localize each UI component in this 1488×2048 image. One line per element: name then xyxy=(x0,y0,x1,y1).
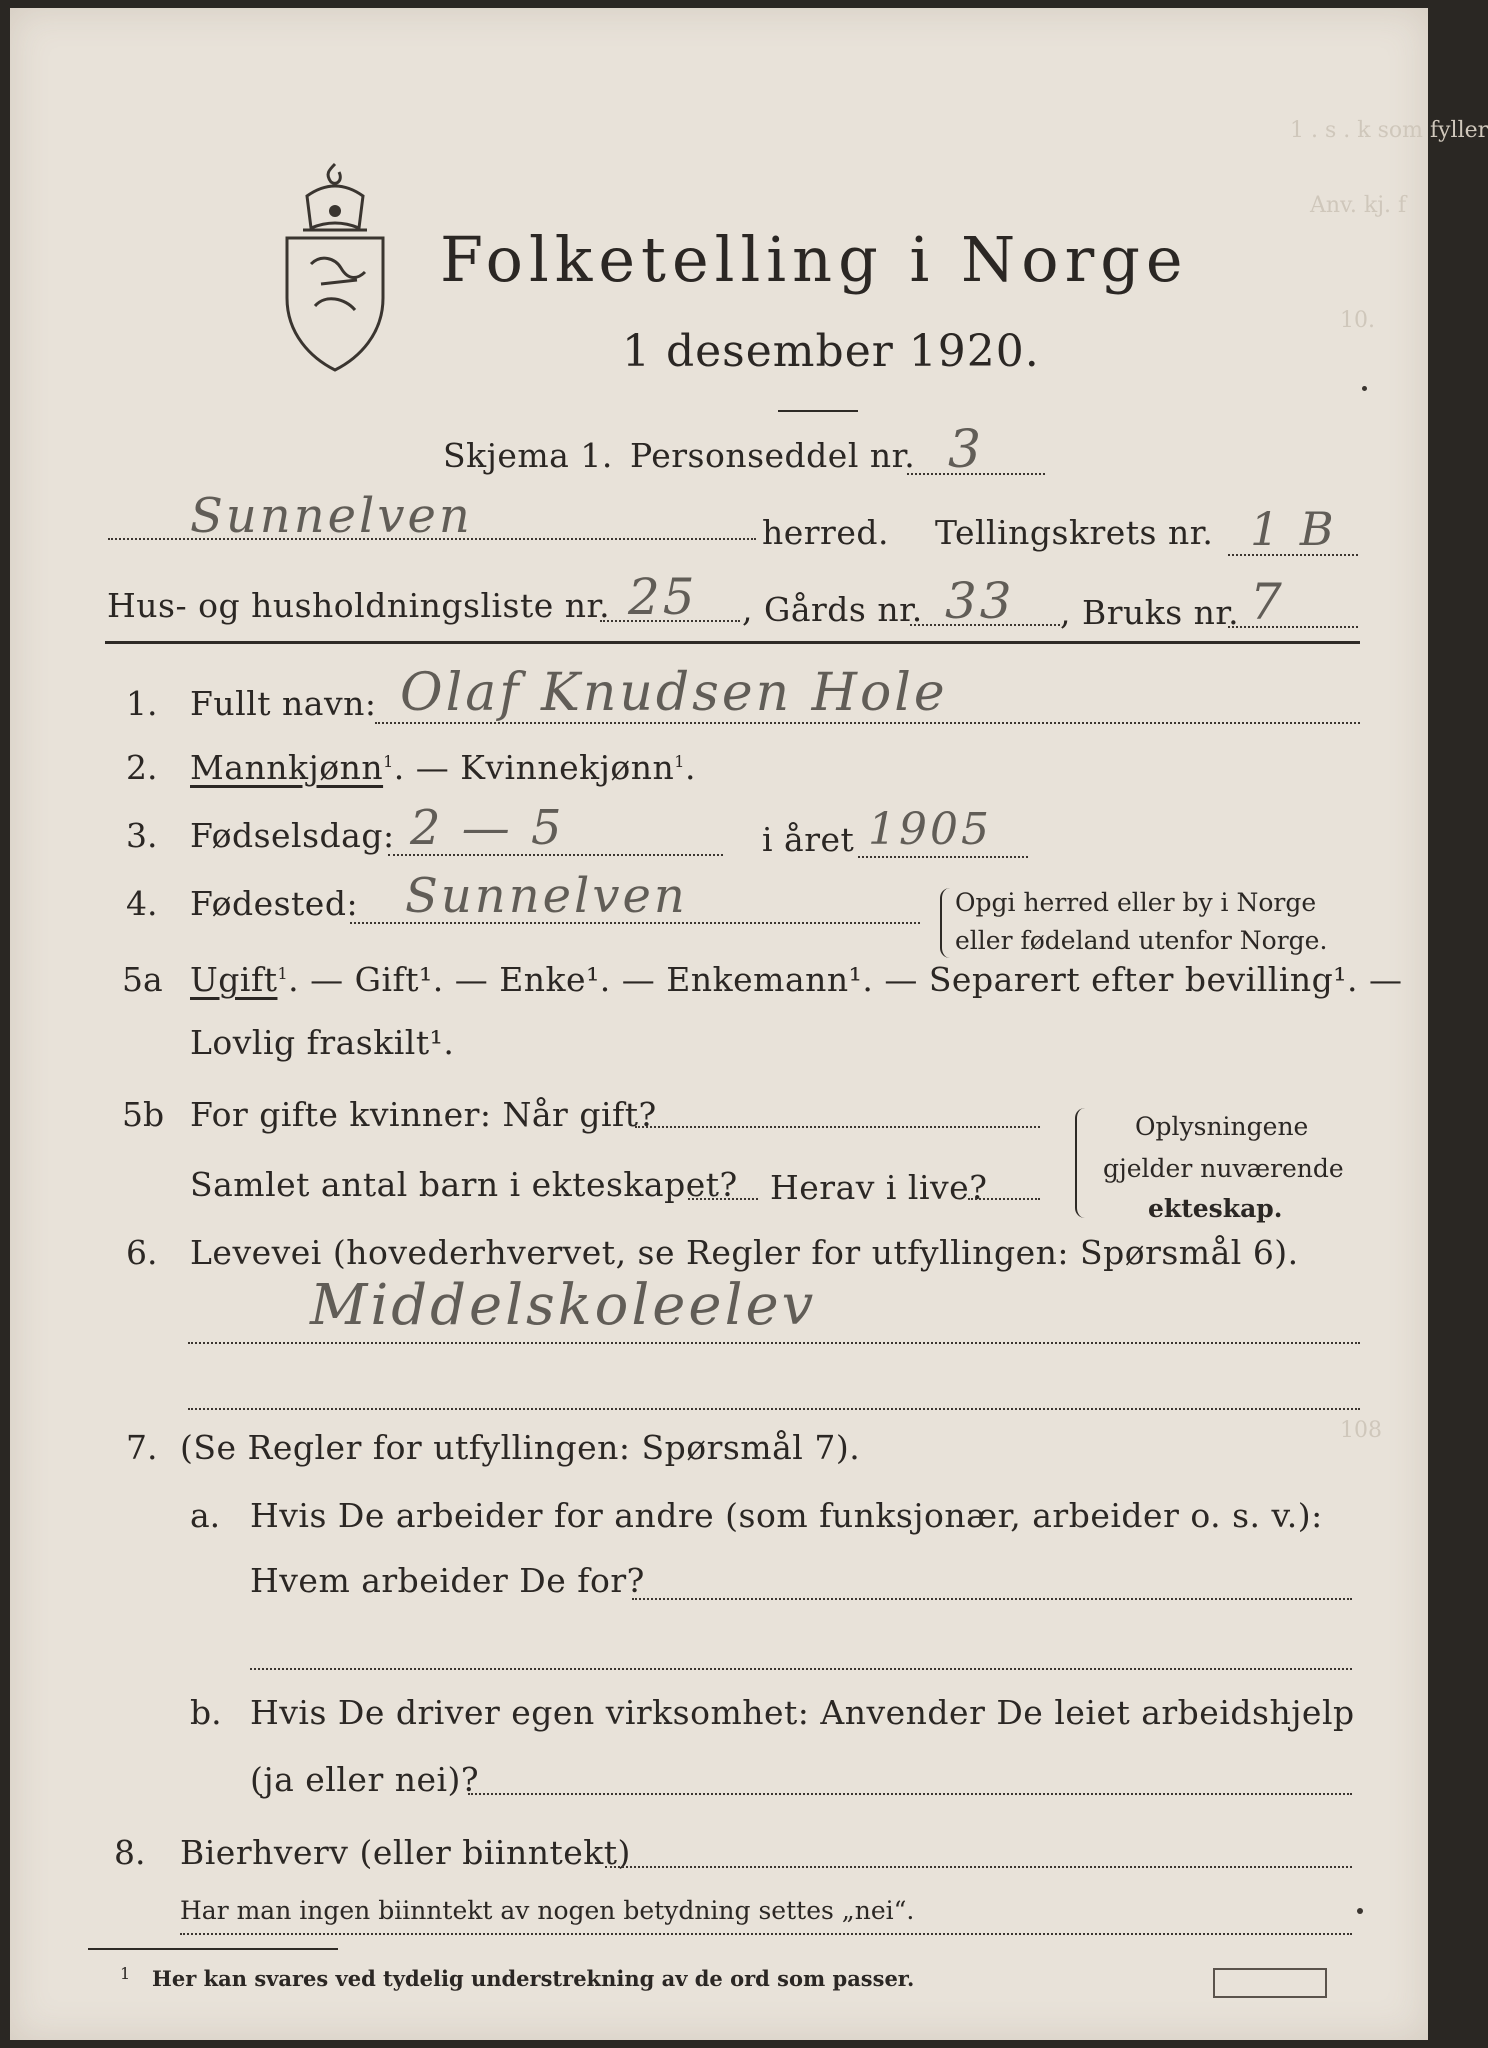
personseddel-label: Personseddel nr. xyxy=(630,436,916,475)
occupation-field-2[interactable] xyxy=(188,1408,1360,1410)
q5a-number: 5a xyxy=(122,960,163,999)
header-divider xyxy=(105,641,1360,644)
male-option[interactable]: Mannkjønn xyxy=(190,748,384,787)
hus-value: 25 xyxy=(628,568,698,626)
hired-help-field[interactable] xyxy=(468,1793,1352,1795)
footnote-rule xyxy=(88,1948,338,1950)
footnote-ref: 1 xyxy=(674,752,685,771)
q1-label: Fullt navn: xyxy=(190,684,377,723)
q2-number: 2. xyxy=(126,748,158,787)
female-option[interactable]: Kvinnekjønn xyxy=(460,748,675,787)
marital-options[interactable]: . — Gift¹. — Enke¹. — Enkemann¹. — Separert efter bevilling¹. — xyxy=(288,960,1403,999)
q5a-options xyxy=(190,960,1403,999)
q3-year-label: i året xyxy=(762,820,855,859)
q1-number: 1. xyxy=(126,684,158,723)
q3-number: 3. xyxy=(126,816,158,855)
q5a-line2[interactable]: Lovlig fraskilt¹. xyxy=(190,1023,455,1062)
occupation-value: Middelskoleelev xyxy=(310,1273,817,1338)
q2-separator: . — xyxy=(393,748,461,787)
q7a-label2: Hvem arbeider De for? xyxy=(250,1561,645,1600)
tellingskrets-label: Tellingskrets nr. xyxy=(935,513,1214,552)
side-income-field[interactable] xyxy=(605,1866,1352,1868)
census-date: 1 desember 1920. xyxy=(622,326,1040,377)
q4-note-line2: eller fødeland utenfor Norge. xyxy=(955,926,1328,955)
printer-stamp xyxy=(1213,1968,1327,1998)
footnote-ref: 1 xyxy=(383,752,394,771)
q7b-letter: b. xyxy=(190,1693,222,1732)
q4-number: 4. xyxy=(126,884,158,923)
margin-dot xyxy=(1357,1908,1363,1914)
tellingskrets-value: 1 B xyxy=(1250,502,1337,556)
q7-number: 7. xyxy=(126,1428,158,1467)
bruks-value: 7 xyxy=(1250,573,1285,631)
q5b-brace xyxy=(1075,1108,1087,1218)
q4-brace xyxy=(940,888,950,958)
side-income-field-2[interactable] xyxy=(180,1933,1352,1935)
birthdate-value: 2 — 5 xyxy=(410,800,565,856)
children-count-field[interactable] xyxy=(688,1198,758,1200)
q7-label: (Se Regler for utfyllingen: Spørsmål 7). xyxy=(180,1428,861,1467)
birthyear-value: 1905 xyxy=(868,804,992,855)
q3-label: Fødselsdag: xyxy=(190,816,395,855)
skjema-label: Skjema 1. xyxy=(443,436,613,475)
ugift-option[interactable]: Ugift xyxy=(190,960,278,999)
q5b-label3: Herav i live? xyxy=(770,1168,988,1207)
q2-end: . xyxy=(684,748,696,787)
bruks-label: , Bruks nr. xyxy=(1060,593,1240,632)
census-form-page: 1 . s . k som fyller Anv. kj. f 10. 108 Folketelling i Norge 1 desember 1920. Skjema 1. Personseddel nr. 3 Sunnelven herred. Tellingskrets nr. 1 B Hus- og husholdningsliste nr. 25 , Gårds nr. 33 , Bruks nr. 7 1. Fullt navn: Olaf Knudsen Hole 2. Mannkjønn$^1$. — Kvinnekjønn$^1$. 3. Fødselsdag: 2 — 5 i året 1905 4. Fødested: Sunnelven Opgi herred eller by i Norge eller fødeland utenfor Norge. 5a Ugift$^1$. — Gift¹. — Enke¹. — Enkemann¹. — Separert efter bevilling¹. — Lovlig fraskilt¹. 5b For gifte kvinner: Når gift? Samlet antal barn i ekteskapet? Herav i live? Oplysningene gjelder nuværende ekteskap. 6. Levevei (hovederhvervet, se Regler for utfyllingen: Spørsmål 6). Middelskoleelev 7. (Se Regler for utfyllingen: Spørsmål 7). a. Hvis De arbeider for andre (som funksjonær, arbeider o. s. v.): Hvem arbeider De for? b. Hvis De driver egen virksomhet: Anvender De leiet arbeidshjelp (ja eller nei)? 8. Bierhverv (eller biinntekt) Har man ingen biinntekt av nogen betydning settes „nei“. 1 Her kan svares ved tydelig understrekning av de ord som passer. xyxy=(10,8,1428,2040)
full-name-value: Olaf Knudsen Hole xyxy=(400,663,948,723)
q8-label: Bierhverv (eller biinntekt) xyxy=(180,1833,631,1872)
q5b-note-line3: ekteskap. xyxy=(1148,1194,1283,1223)
gards-value: 33 xyxy=(945,572,1015,630)
q8-number: 8. xyxy=(114,1833,146,1872)
footnote-text: Her kan svares ved tydelig understrekning av de ord som passer. xyxy=(152,1966,915,1991)
personseddel-value: 3 xyxy=(948,420,985,480)
q5b-note-line2: gjelder nuværende xyxy=(1103,1154,1344,1183)
gards-label: , Gårds nr. xyxy=(742,590,923,629)
q7b-label2: (ja eller nei)? xyxy=(250,1760,480,1799)
occupation-field[interactable] xyxy=(188,1342,1360,1344)
coat-of-arms-icon xyxy=(265,156,405,376)
footnote-ref: 1 xyxy=(277,964,289,983)
children-alive-field[interactable] xyxy=(968,1198,1040,1200)
bruks-field[interactable] xyxy=(1228,626,1358,628)
herred-value: Sunnelven xyxy=(190,488,473,544)
q4-note-line1: Opgi herred eller by i Norge xyxy=(955,888,1317,917)
title-rule xyxy=(778,410,858,412)
birthyear-field[interactable] xyxy=(858,856,1028,858)
q5b-label1: For gifte kvinner: Når gift? xyxy=(190,1095,657,1134)
q7b-label: Hvis De driver egen virksomhet: Anvender De leiet arbeidshjelp xyxy=(250,1693,1355,1732)
form-title: Folketelling i Norge xyxy=(440,223,1189,296)
q2-options xyxy=(190,748,696,787)
q8-note: Har man ingen biinntekt av nogen betydning settes „nei“. xyxy=(180,1896,915,1925)
q6-number: 6. xyxy=(126,1233,158,1272)
married-when-field[interactable] xyxy=(635,1126,1040,1128)
q7a-letter: a. xyxy=(190,1496,221,1535)
q5b-number: 5b xyxy=(122,1095,165,1134)
q4-label: Fødested: xyxy=(190,884,359,923)
q6-label: Levevei (hovederhvervet, se Regler for utfyllingen: Spørsmål 6). xyxy=(190,1233,1299,1272)
footnote-mark: 1 xyxy=(120,1964,131,1983)
employer-field[interactable] xyxy=(632,1598,1352,1600)
margin-dot xyxy=(1362,386,1367,391)
employer-field-2[interactable] xyxy=(250,1668,1352,1670)
q5b-note-line1: Oplysningene xyxy=(1135,1112,1309,1141)
birthplace-value: Sunnelven xyxy=(405,868,688,924)
q7a-label: Hvis De arbeider for andre (som funksjonær, arbeider o. s. v.): xyxy=(250,1496,1323,1535)
q5b-label2: Samlet antal barn i ekteskapet? xyxy=(190,1165,738,1204)
hus-label: Hus- og husholdningsliste nr. xyxy=(107,586,611,625)
herred-label: herred. xyxy=(762,513,889,552)
